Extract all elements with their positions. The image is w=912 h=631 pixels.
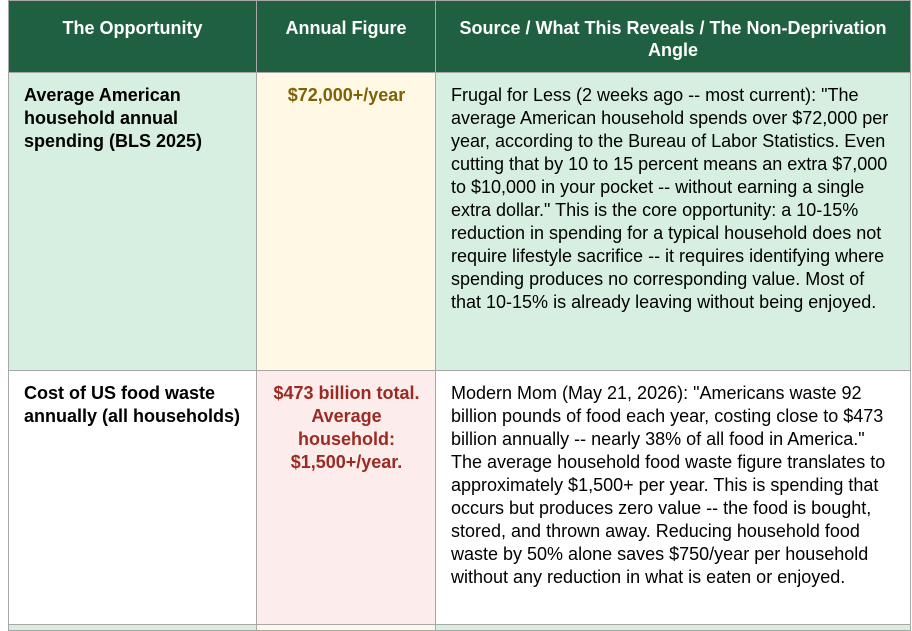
detail-cell <box>436 625 911 631</box>
opportunity-cell: Cost of US food waste annually (all households) <box>9 371 257 625</box>
table-row <box>9 371 911 625</box>
figure-cell: $473 billion total. Average household: $1,500+/year. <box>257 371 436 625</box>
opportunity-cell: Average American household annual spending (BLS 2025) <box>9 73 257 371</box>
opportunity-table <box>8 0 911 631</box>
header-annual-figure: Annual Figure <box>257 1 436 73</box>
header-row <box>9 1 911 73</box>
detail-cell: Frugal for Less (2 weeks ago -- most current): "The average American household spends over $72,000 per year, according to the Bureau of Labor Statistics. Even cutting that by 10 to 15 percent means an extra $7,000 to $10,000 in your pocket -- without earning a single extra dollar." This is the core opportunity: a 10-15% reduction in spending for a typical household does not require lifestyle sacrifice -- it requires identifying where spending produces no corresponding value. Most of that 10-15% is already leaving without being enjoyed. <box>436 73 911 371</box>
figure-cell: $72,000+/year <box>257 73 436 371</box>
figure-cell <box>257 625 436 631</box>
detail-cell: Modern Mom (May 21, 2026): "Americans waste 92 billion pounds of food each year, costing close to $473 billion annually -- nearly 38% of all food in America." The average household food waste figure translates to approximately $1,500+ per year. This is spending that occurs but produces zero value -- the food is bought, stored, and thrown away. Reducing household food waste by 50% alone saves $750/year per household without any reduction in what is eaten or enjoyed. <box>436 371 911 625</box>
table-row-partial <box>9 625 911 631</box>
header-opportunity: The Opportunity <box>9 1 257 73</box>
header-source: Source / What This Reveals / The Non-Deprivation Angle <box>436 1 911 73</box>
opportunity-cell <box>9 625 257 631</box>
table-row <box>9 73 911 371</box>
